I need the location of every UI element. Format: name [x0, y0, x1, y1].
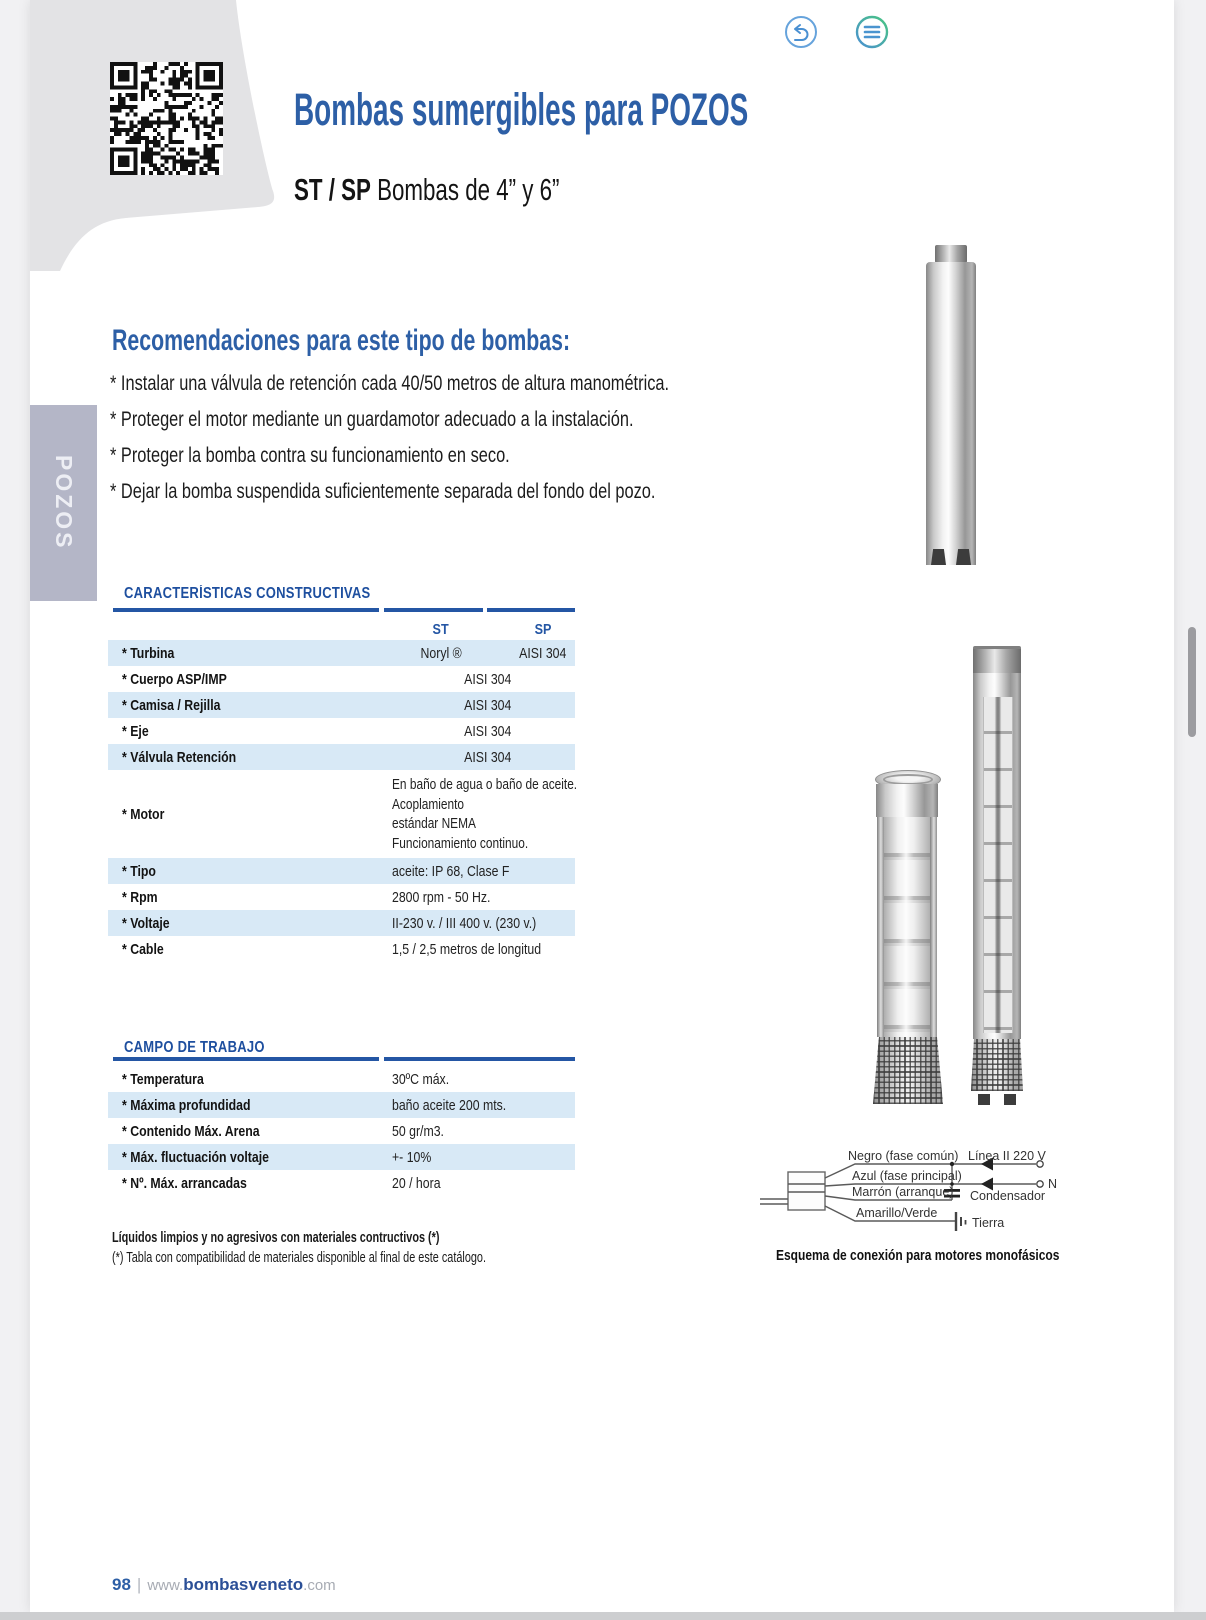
pump-feet [971, 1091, 1023, 1105]
row-value [400, 666, 575, 692]
label-ground: Tierra [972, 1216, 1005, 1230]
subtitle-desc: Bombas de 4” y 6” [377, 172, 560, 207]
table-row [108, 692, 575, 718]
wiring-caption [745, 1247, 1060, 1264]
pump-foot-cutout [931, 549, 946, 565]
table-row [108, 1118, 575, 1144]
table-rule [384, 608, 483, 612]
footnote-bold-text: Líquidos limpios y no agresivos con materiales contructivos (*) [112, 1230, 440, 1246]
terminal-neutral [1037, 1181, 1043, 1187]
recommendations-heading-text: Recomendaciones para este tipo de bombas: [112, 324, 571, 357]
row-value [392, 936, 574, 962]
row-value-text: AISI 304 [463, 748, 512, 766]
footnote-normal-text: (*) Tabla con compatibilidad de materiales disponible al final de este catálogo. [112, 1250, 487, 1266]
row-label [122, 640, 186, 666]
row-value-text: aceite: IP 68, Clase F [392, 862, 510, 880]
construction-table-heading-text: CARACTERÍSTICAS CONSTRUCTIVAS [124, 585, 371, 602]
subtitle-model: ST / SP [294, 172, 371, 207]
row-label-text: * Turbina [122, 644, 175, 662]
label-neutral: N [1048, 1177, 1058, 1191]
undo-icon [783, 14, 819, 50]
row-label [122, 718, 155, 744]
qr-code [110, 62, 223, 175]
recommendation-item [110, 408, 781, 432]
pump-top-cap [973, 646, 1021, 676]
row-value [392, 1144, 440, 1170]
row-label [122, 744, 261, 770]
row-label [122, 666, 250, 692]
recommendation-item-text: * Proteger la bomba contra su funcionamiento en seco. [110, 444, 510, 467]
page-title [294, 84, 1027, 136]
row-label-text: * Nº. Máx. arrancadas [122, 1174, 247, 1192]
row-value [400, 692, 575, 718]
row-value-text: AISI 304 [463, 670, 512, 688]
pump-body [973, 673, 1021, 1039]
table-row [108, 936, 575, 962]
motor-line-text: estándar NEMA [392, 816, 476, 832]
footer-url-domain: bombasveneto [183, 1575, 304, 1594]
work-table-heading [124, 1039, 292, 1057]
label-wire-amarillo: Amarillo/Verde [856, 1206, 938, 1220]
row-value-st [396, 640, 486, 666]
sidebar-tab-label: POZOS [51, 455, 77, 551]
table-row [108, 1092, 575, 1118]
row-value-text: 2800 rpm - 50 Hz. [392, 888, 491, 906]
row-label-text: * Eje [122, 722, 149, 740]
row-value-text: 1,5 / 2,5 metros de longitud [392, 940, 542, 958]
row-label [122, 936, 173, 962]
footnote-bold [112, 1230, 549, 1246]
row-value-sp-text: AISI 304 [519, 644, 567, 662]
motor-description [392, 776, 618, 854]
row-label [122, 1170, 274, 1196]
table-row [108, 1066, 575, 1092]
construction-header-row [108, 616, 575, 642]
row-value-text: 30ºC máx. [392, 1070, 450, 1088]
label-wire-azul: Azul (fase principal) [852, 1169, 962, 1183]
sidebar-tab-pozos[interactable] [30, 405, 97, 601]
scrollbar-thumb[interactable] [1188, 627, 1196, 737]
row-label-text: * Válvula Retención [122, 748, 237, 766]
row-label [122, 1144, 301, 1170]
row-value [392, 884, 512, 910]
table-row [108, 884, 575, 910]
footer-url-prefix: www. [147, 1577, 184, 1594]
row-label [122, 1092, 279, 1118]
page-title-text: Bombas sumergibles para POZOS [294, 84, 749, 135]
recommendation-item [110, 444, 622, 468]
row-label [122, 770, 174, 858]
column-header-st [396, 616, 486, 642]
table-rule [487, 608, 575, 612]
row-label-text: * Cuerpo ASP/IMP [122, 670, 227, 688]
pump-foot-cutout [956, 549, 971, 565]
recommendations-heading [112, 324, 757, 358]
row-label [122, 1066, 222, 1092]
pump-foot-cutout [1004, 1094, 1016, 1105]
table-row [108, 640, 575, 666]
pump-strainer-mesh [873, 1037, 943, 1104]
row-label-text: * Tipo [122, 862, 156, 880]
table-row-motor [108, 770, 578, 858]
motor-line-text: En baño de agua o baño de aceite. [392, 777, 578, 793]
row-label-text: * Contenido Máx. Arena [122, 1122, 260, 1140]
page-subtitle-text [294, 172, 559, 208]
table-rule [113, 1057, 379, 1061]
row-label-text: * Voltaje [122, 914, 170, 932]
row-value [392, 1170, 451, 1196]
footer-separator: | [136, 1575, 142, 1594]
recommendation-item [110, 372, 827, 396]
catalog-page [30, 0, 1174, 1612]
table-rule [113, 608, 379, 612]
page-number: 98 [112, 1575, 131, 1594]
table-rule [384, 1057, 575, 1061]
row-value [400, 744, 575, 770]
column-header-sp [498, 616, 588, 642]
table-row [108, 858, 575, 884]
row-label-text: * Rpm [122, 888, 158, 906]
row-value [392, 910, 568, 936]
recommendation-item-text: * Dejar la bomba suspendida suficientemente separada del fondo del pozo. [110, 480, 656, 503]
row-value-text: II-230 v. / III 400 v. (230 v.) [392, 914, 537, 932]
table-row [108, 718, 575, 744]
page-subtitle [294, 172, 663, 208]
pump-body [926, 262, 976, 543]
table-row [108, 1144, 575, 1170]
row-label-text: * Temperatura [122, 1070, 204, 1088]
undo-button[interactable] [783, 14, 819, 50]
row-value [392, 858, 535, 884]
row-label-text: * Máxima profundidad [122, 1096, 251, 1114]
row-label [122, 884, 165, 910]
table-row [108, 910, 575, 936]
work-table-heading-text: CAMPO DE TRABAJO [124, 1039, 265, 1056]
row-value-text: 50 gr/m3. [392, 1122, 444, 1140]
wiring-caption-text: Esquema de conexión para motores monofásicos [776, 1247, 1060, 1264]
column-header-sp-text: SP [534, 620, 552, 638]
footer-url-tld: .com [303, 1577, 336, 1594]
row-value [392, 1066, 462, 1092]
label-line: Línea II 220 V [968, 1149, 1046, 1163]
table-row [108, 1170, 575, 1196]
pump-feet [926, 543, 976, 565]
recommendation-item-text: * Instalar una válvula de retención cada 40/50 metros de altura manométrica. [110, 372, 670, 395]
pump-photo-cutaway-tall [971, 646, 1023, 1106]
row-label [122, 858, 163, 884]
row-label [122, 692, 242, 718]
row-value-st-text: Noryl ® [420, 644, 462, 662]
row-value-text: AISI 304 [463, 696, 512, 714]
row-value [392, 1118, 455, 1144]
column-header-st-text: ST [432, 620, 450, 638]
table-row [108, 744, 575, 770]
construction-table-heading [124, 585, 417, 603]
pump-collar [876, 784, 938, 817]
pump-top-connector [935, 245, 967, 263]
recommendation-item-text: * Proteger el motor mediante un guardamotor adecuado a la instalación. [110, 408, 634, 431]
page-footer [112, 1575, 336, 1595]
pump-foot-cutout [978, 1094, 990, 1105]
motor-line-text: Acoplamiento [392, 796, 465, 813]
label-wire-marron: Marrón (arranque) [852, 1185, 954, 1199]
recommendation-item [110, 480, 809, 504]
row-label [122, 910, 180, 936]
row-value-sp [498, 640, 588, 666]
row-label-text: * Camisa / Rejilla [122, 696, 221, 714]
hamburger-icon [854, 14, 890, 50]
row-value-text: +- 10% [392, 1148, 432, 1166]
wiring-diagram [760, 1140, 1070, 1240]
row-value [392, 1092, 531, 1118]
row-value-text: AISI 304 [463, 722, 512, 740]
pump-photo-cutaway-short [873, 770, 943, 1104]
row-label-text: * Motor [122, 805, 165, 823]
pump-impeller-stack [884, 817, 930, 1037]
row-value-text: 20 / hora [392, 1174, 441, 1192]
pump-photo-solid [926, 245, 976, 565]
motor-line-text: Funcionamiento continuo. [392, 835, 529, 852]
pump-impeller-stack [983, 697, 1013, 1033]
row-label-text: * Cable [122, 940, 164, 958]
row-label-text: * Máx. fluctuación voltaje [122, 1148, 269, 1166]
footnote-normal [112, 1250, 611, 1266]
row-label [122, 1118, 290, 1144]
viewer-bottom-edge [0, 1612, 1206, 1620]
menu-button[interactable] [854, 14, 890, 50]
pump-impeller-cage [877, 817, 937, 1037]
row-value [400, 718, 575, 744]
pump-strainer-mesh [971, 1039, 1023, 1091]
row-value-text: baño aceite 200 mts. [392, 1096, 507, 1114]
label-capacitor: Condensador [970, 1189, 1046, 1203]
table-row [108, 666, 575, 692]
label-wire-negro: Negro (fase común) [848, 1149, 959, 1163]
